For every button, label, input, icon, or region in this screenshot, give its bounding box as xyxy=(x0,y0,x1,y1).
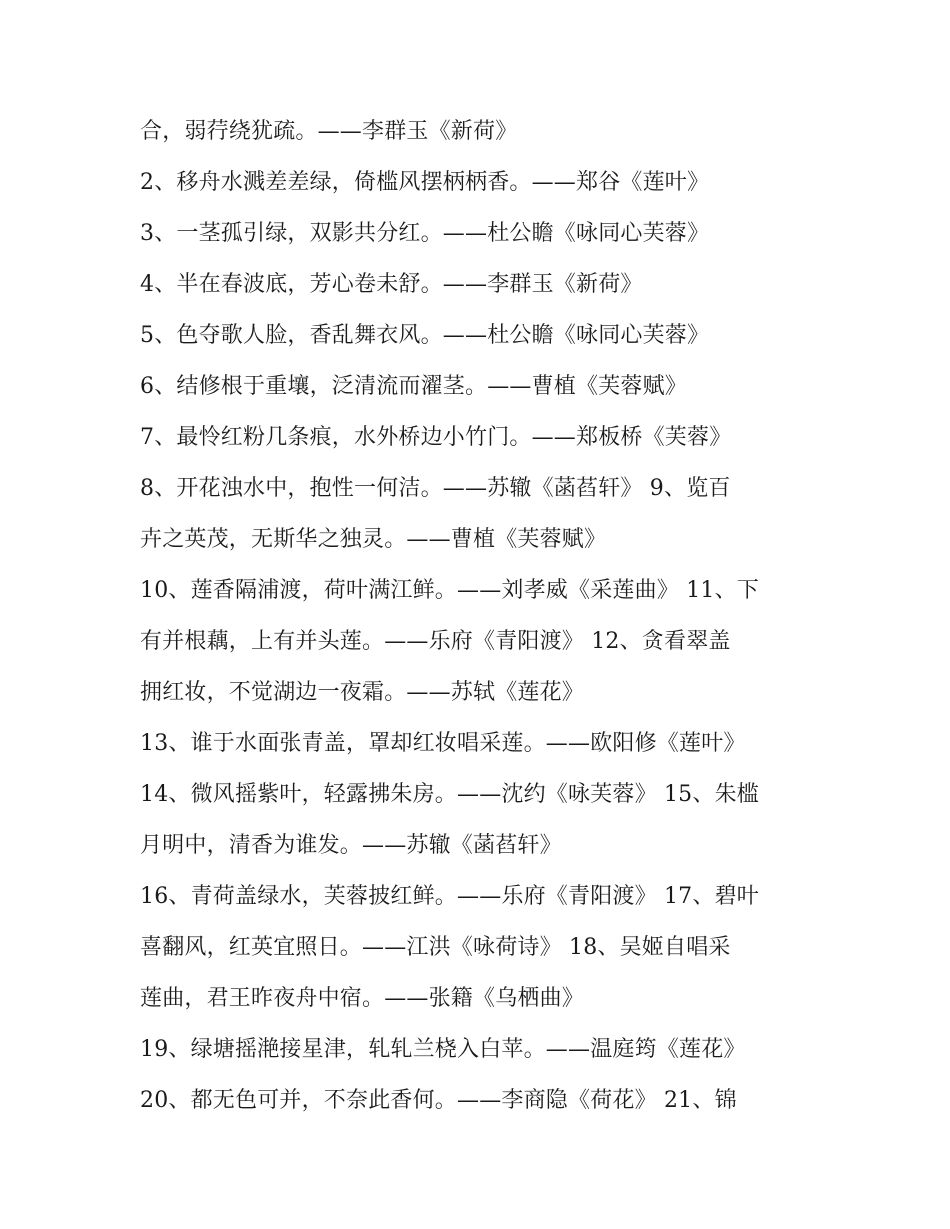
text-line: 10、莲香隔浦渡，荷叶满江鲜。——刘孝威《采莲曲》 11、下 xyxy=(140,578,759,603)
text-line: 5、色夺歌人脸，香乱舞衣风。——杜公瞻《咏同心芙蓉》 xyxy=(140,323,710,348)
text-line: 14、微风摇紫叶，轻露拂朱房。——沈约《咏芙蓉》 15、朱槛 xyxy=(140,782,759,807)
text-line: 月明中，清香为谁发。——苏辙《菡萏轩》 xyxy=(140,833,562,858)
poem-lines xyxy=(140,106,840,1126)
text-line: 3、一茎孤引绿，双影共分红。——杜公瞻《咏同心芙蓉》 xyxy=(140,221,710,246)
text-line: 拥红妆，不觉湖边一夜霜。——苏轼《莲花》 xyxy=(140,680,585,705)
text-line: 20、都无色可并，不奈此香何。——李商隐《荷花》 21、锦 xyxy=(140,1088,737,1113)
text-line: 13、谁于水面张青盖，罩却红妆唱采莲。——欧阳修《莲叶》 xyxy=(140,731,746,756)
text-line: 19、绿塘摇滟接星津，轧轧兰桡入白苹。——温庭筠《莲花》 xyxy=(140,1037,746,1062)
text-line: 7、最怜红粉几条痕，水外桥边小竹门。——郑板桥《芙蓉》 xyxy=(140,425,732,450)
text-line: 卉之英茂，无斯华之独灵。——曹植《芙蓉赋》 xyxy=(140,527,607,552)
text-line: 2、移舟水溅差差绿，倚槛风摆柄柄香。——郑谷《莲叶》 xyxy=(140,170,710,195)
text-line: 8、开花浊水中，抱性一何洁。——苏辙《菡萏轩》 9、览百 xyxy=(140,476,731,501)
text-line: 6、结修根于重壤，泛清流而濯茎。——曹植《芙蓉赋》 xyxy=(140,374,687,399)
text-line: 4、半在春波底，芳心卷未舒。——李群玉《新荷》 xyxy=(140,272,643,297)
text-line: 喜翻风，红英宜照日。——江洪《咏荷诗》 18、吴姬自唱采 xyxy=(140,935,731,960)
text-line: 莲曲，君王昨夜舟中宿。——张籍《乌栖曲》 xyxy=(140,986,585,1011)
text-line: 合，弱荇绕犹疏。——李群玉《新荷》 xyxy=(140,119,518,144)
text-line: 有并根藕，上有并头莲。——乐府《青阳渡》 12、贪看翠盖 xyxy=(140,629,731,654)
text-line: 16、青荷盖绿水，芙蓉披红鲜。——乐府《青阳渡》 17、碧叶 xyxy=(140,884,759,909)
